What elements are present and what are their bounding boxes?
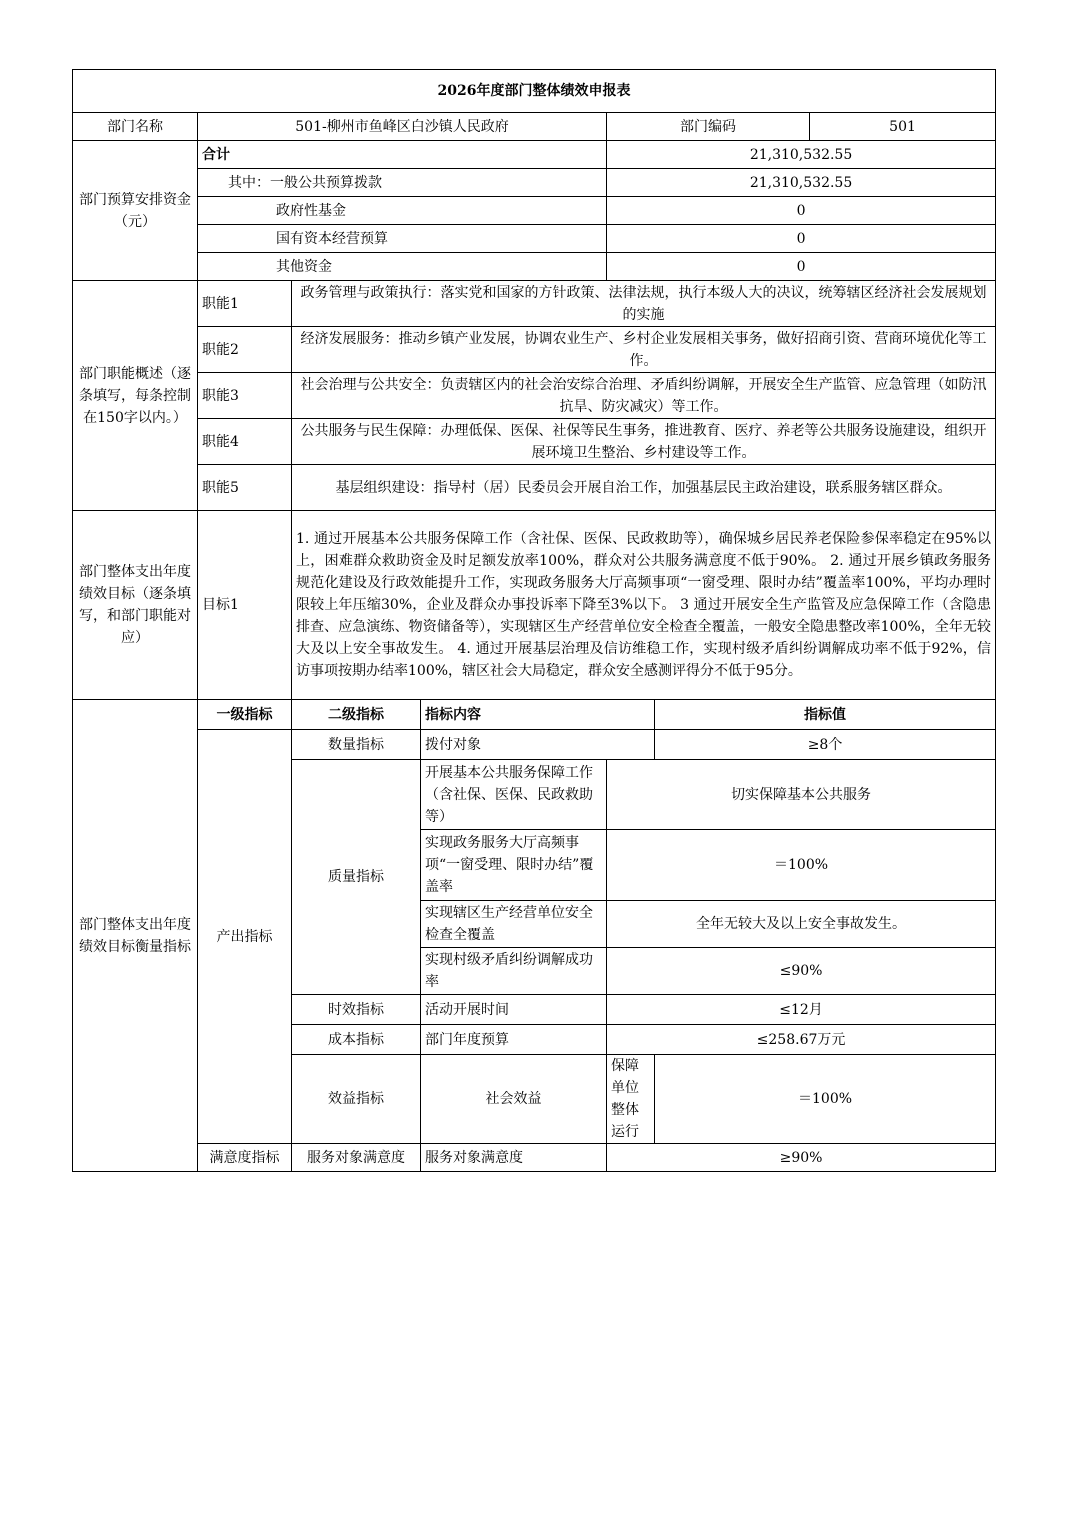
indicator-value: ＝100% xyxy=(607,830,996,901)
indicator-content: 开展基本公共服务保障工作（含社保、医保、民政救助等） xyxy=(421,760,607,830)
budget-row-value: 0 xyxy=(607,253,996,281)
level2-satisfaction: 服务对象满意度 xyxy=(292,1144,421,1172)
budget-row-value: 0 xyxy=(607,197,996,225)
goal-label: 目标1 xyxy=(198,511,292,700)
header-value: 指标值 xyxy=(655,700,996,730)
indicator-content: 活动开展时间 xyxy=(421,995,607,1025)
indicator-value: ＝100% xyxy=(655,1055,996,1144)
budget-row-label: 合计 xyxy=(198,141,607,169)
indicator-content: 实现政务服务大厅高频事项“一窗受理、限时办结”覆盖率 xyxy=(421,830,607,901)
goals-label: 部门整体支出年度绩效目标（逐条填写，和部门职能对应） xyxy=(73,511,198,700)
level2-quality: 质量指标 xyxy=(292,760,421,995)
page-title: 2026年度部门整体绩效申报表 xyxy=(73,70,996,113)
level2-timeliness: 时效指标 xyxy=(292,995,421,1025)
header-level2: 二级指标 xyxy=(292,700,421,730)
goal-text: 1. 通过开展基本公共服务保障工作（含社保、医保、民政救助等），确保城乡居民养老保险参保率稳定在95%以上，困难群众救助资金及时足额发放率100%，群众对公共服务满意度不低于90%。 2. 通过开展乡镇政务服务规范化建设及行政效能提升工作，实现政务服务大厅高频事项“一窗受理、限时办结”覆盖率100%，平均办理时限较上年压缩30%，企业及群众办事投诉率下降至3%以下。 3 通过开展安全生产监管及应急保障工作（含隐患排查、应急演练、物资储备等），实现辖区生产经营单位安全检查全覆盖，一般安全隐患整改率100%，全年无较大及以上安全事故发生。 4. 通过开展基层治理及信访维稳工作，实现村级矛盾纠纷调解成功率不低于92%，信访事项按期办结率100%，辖区社会大局稳定，群众安全感测评得分不低于95分。 xyxy=(292,511,996,700)
function-label: 职能2 xyxy=(198,327,292,373)
level1-benefit: 效益指标 xyxy=(292,1055,421,1144)
functions-label: 部门职能概述（逐条填写，每条控制在150字以内。） xyxy=(73,281,198,511)
level2-social: 社会效益 xyxy=(421,1055,607,1144)
function-label: 职能1 xyxy=(198,281,292,327)
function-label: 职能4 xyxy=(198,419,292,465)
indicator-content: 服务对象满意度 xyxy=(421,1144,607,1172)
header-content: 指标内容 xyxy=(421,700,655,730)
budget-row-label: 其中：一般公共预算拨款 xyxy=(198,169,607,197)
level1-satisfaction: 满意度指标 xyxy=(198,1144,292,1172)
function-text: 政务管理与政策执行：落实党和国家的方针政策、法律法规，执行本级人大的决议，统筹辖区经济社会发展规划的实施 xyxy=(292,281,996,327)
budget-row-value: 0 xyxy=(607,225,996,253)
level1-output: 产出指标 xyxy=(198,730,292,1144)
budget-row-value: 21,310,532.55 xyxy=(607,169,996,197)
budget-row-value: 21,310,532.55 xyxy=(607,141,996,169)
dept-code-value: 501 xyxy=(810,113,996,141)
budget-label: 部门预算安排资金（元） xyxy=(73,141,198,281)
dept-code-label: 部门编码 xyxy=(607,113,810,141)
indicator-value: ≤258.67万元 xyxy=(607,1025,996,1055)
level2-cost: 成本指标 xyxy=(292,1025,421,1055)
function-label: 职能5 xyxy=(198,465,292,511)
indicator-content: 实现辖区生产经营单位安全检查全覆盖 xyxy=(421,901,607,948)
indicator-content: 部门年度预算 xyxy=(421,1025,607,1055)
budget-row-label: 国有资本经营预算 xyxy=(198,225,607,253)
function-text: 社会治理与公共安全：负责辖区内的社会治安综合治理、矛盾纠纷调解，开展安全生产监管、应急管理（如防汛抗旱、防灾减灾）等工作。 xyxy=(292,373,996,419)
indicator-value: 全年无较大及以上安全事故发生。 xyxy=(607,901,996,948)
indicator-value: ≥90% xyxy=(607,1144,996,1172)
header-level1: 一级指标 xyxy=(198,700,292,730)
indicator-content: 保障单位整体运行 xyxy=(607,1055,655,1144)
function-text: 经济发展服务：推动乡镇产业发展，协调农业生产、乡村企业发展相关事务，做好招商引资、营商环境优化等工作。 xyxy=(292,327,996,373)
indicator-value: ≤90% xyxy=(607,948,996,995)
indicators-label: 部门整体支出年度绩效目标衡量指标 xyxy=(73,700,198,1172)
indicator-value: ≥8个 xyxy=(655,730,996,760)
level2-quantity: 数量指标 xyxy=(292,730,421,760)
indicator-value: ≤12月 xyxy=(607,995,996,1025)
performance-declaration-table xyxy=(72,69,996,1172)
indicator-content: 实现村级矛盾纠纷调解成功率 xyxy=(421,948,607,995)
function-text: 公共服务与民生保障：办理低保、医保、社保等民生事务，推进教育、医疗、养老等公共服务设施建设，组织开展环境卫生整治、乡村建设等工作。 xyxy=(292,419,996,465)
function-text: 基层组织建设：指导村（居）民委员会开展自治工作，加强基层民主政治建设，联系服务辖区群众。 xyxy=(292,465,996,511)
dept-name-label: 部门名称 xyxy=(73,113,198,141)
indicator-content: 拨付对象 xyxy=(421,730,655,760)
budget-row-label: 政府性基金 xyxy=(198,197,607,225)
indicator-value: 切实保障基本公共服务 xyxy=(607,760,996,830)
dept-name-value: 501-柳州市鱼峰区白沙镇人民政府 xyxy=(198,113,607,141)
function-label: 职能3 xyxy=(198,373,292,419)
budget-row-label: 其他资金 xyxy=(198,253,607,281)
